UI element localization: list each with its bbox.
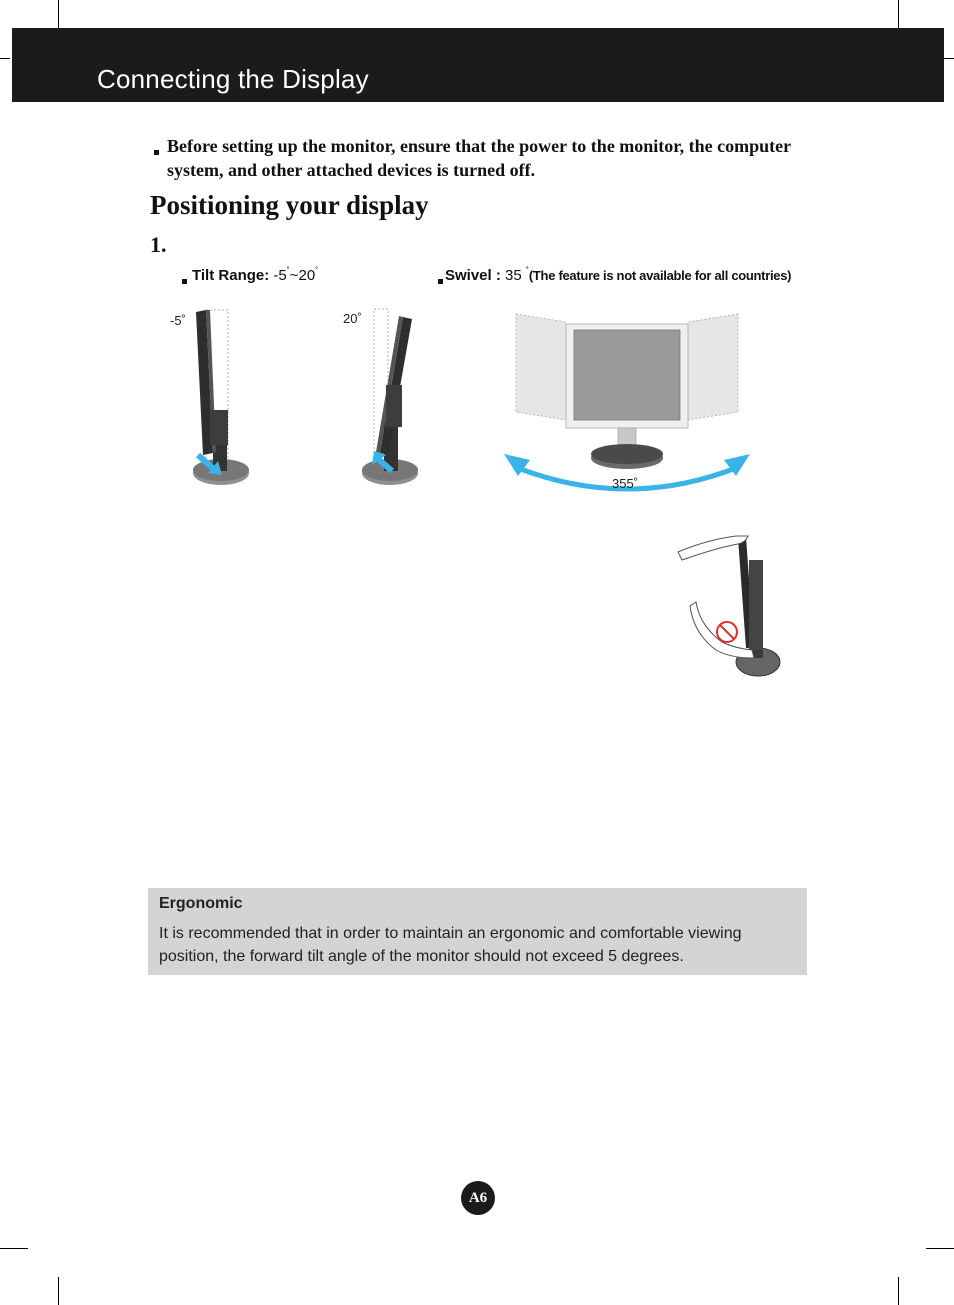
crop-mark: [898, 0, 899, 28]
crop-mark: [0, 1248, 28, 1249]
page-title: Connecting the Display: [97, 64, 369, 94]
swivel-value: 35: [505, 267, 522, 284]
degree-mark: ˚: [286, 266, 290, 276]
degree-mark: ˚: [315, 266, 319, 276]
tilt-back-angle-label: 20˚: [343, 311, 362, 326]
page-number-badge: A6: [461, 1181, 495, 1215]
crop-mark: [944, 58, 954, 59]
crop-mark: [58, 0, 59, 28]
swivel-angle-label: 355˚: [612, 476, 639, 491]
degree-mark: ˚: [525, 266, 529, 276]
swivel-illustration: [500, 308, 760, 498]
note-text: It is recommended that in order to maintain an ergonomic and comfortable viewing position, the forward tilt angle of the monitor should not exceed 5 degrees.: [159, 925, 742, 965]
crop-mark: [898, 1277, 899, 1305]
tilt-tilde: ~: [289, 267, 299, 284]
crop-mark: [58, 1277, 59, 1305]
tilt-forward-illustration: [180, 305, 270, 500]
ergonomic-note-box: [148, 888, 807, 975]
swivel-spec: [445, 266, 791, 284]
crop-mark: [0, 58, 10, 59]
note-title: Ergonomic: [159, 895, 243, 912]
intro-text: Before setting up the monitor, ensure that the power to the monitor, the computer system, and other attached devices is turned off.: [167, 136, 791, 180]
bullet-icon: [182, 279, 187, 284]
tilt-range-label: Tilt Range:: [192, 267, 270, 284]
crop-mark: [926, 1248, 954, 1249]
tilt-forward-angle-label: -5˚: [170, 313, 186, 328]
section-title: Positioning your display: [150, 190, 429, 220]
tilt-max-value: 20: [298, 267, 316, 284]
bullet-icon: [154, 150, 159, 155]
bullet-icon: [438, 279, 443, 284]
swivel-note: (The feature is not available for all countries): [528, 268, 792, 283]
tilt-back-illustration: [350, 305, 440, 500]
tilt-min-value: -5: [273, 267, 287, 284]
improper-handling-illustration: [676, 530, 786, 680]
tilt-range-spec: [192, 266, 318, 284]
step-number: 1.: [150, 232, 167, 257]
swivel-label: Swivel :: [445, 267, 501, 284]
